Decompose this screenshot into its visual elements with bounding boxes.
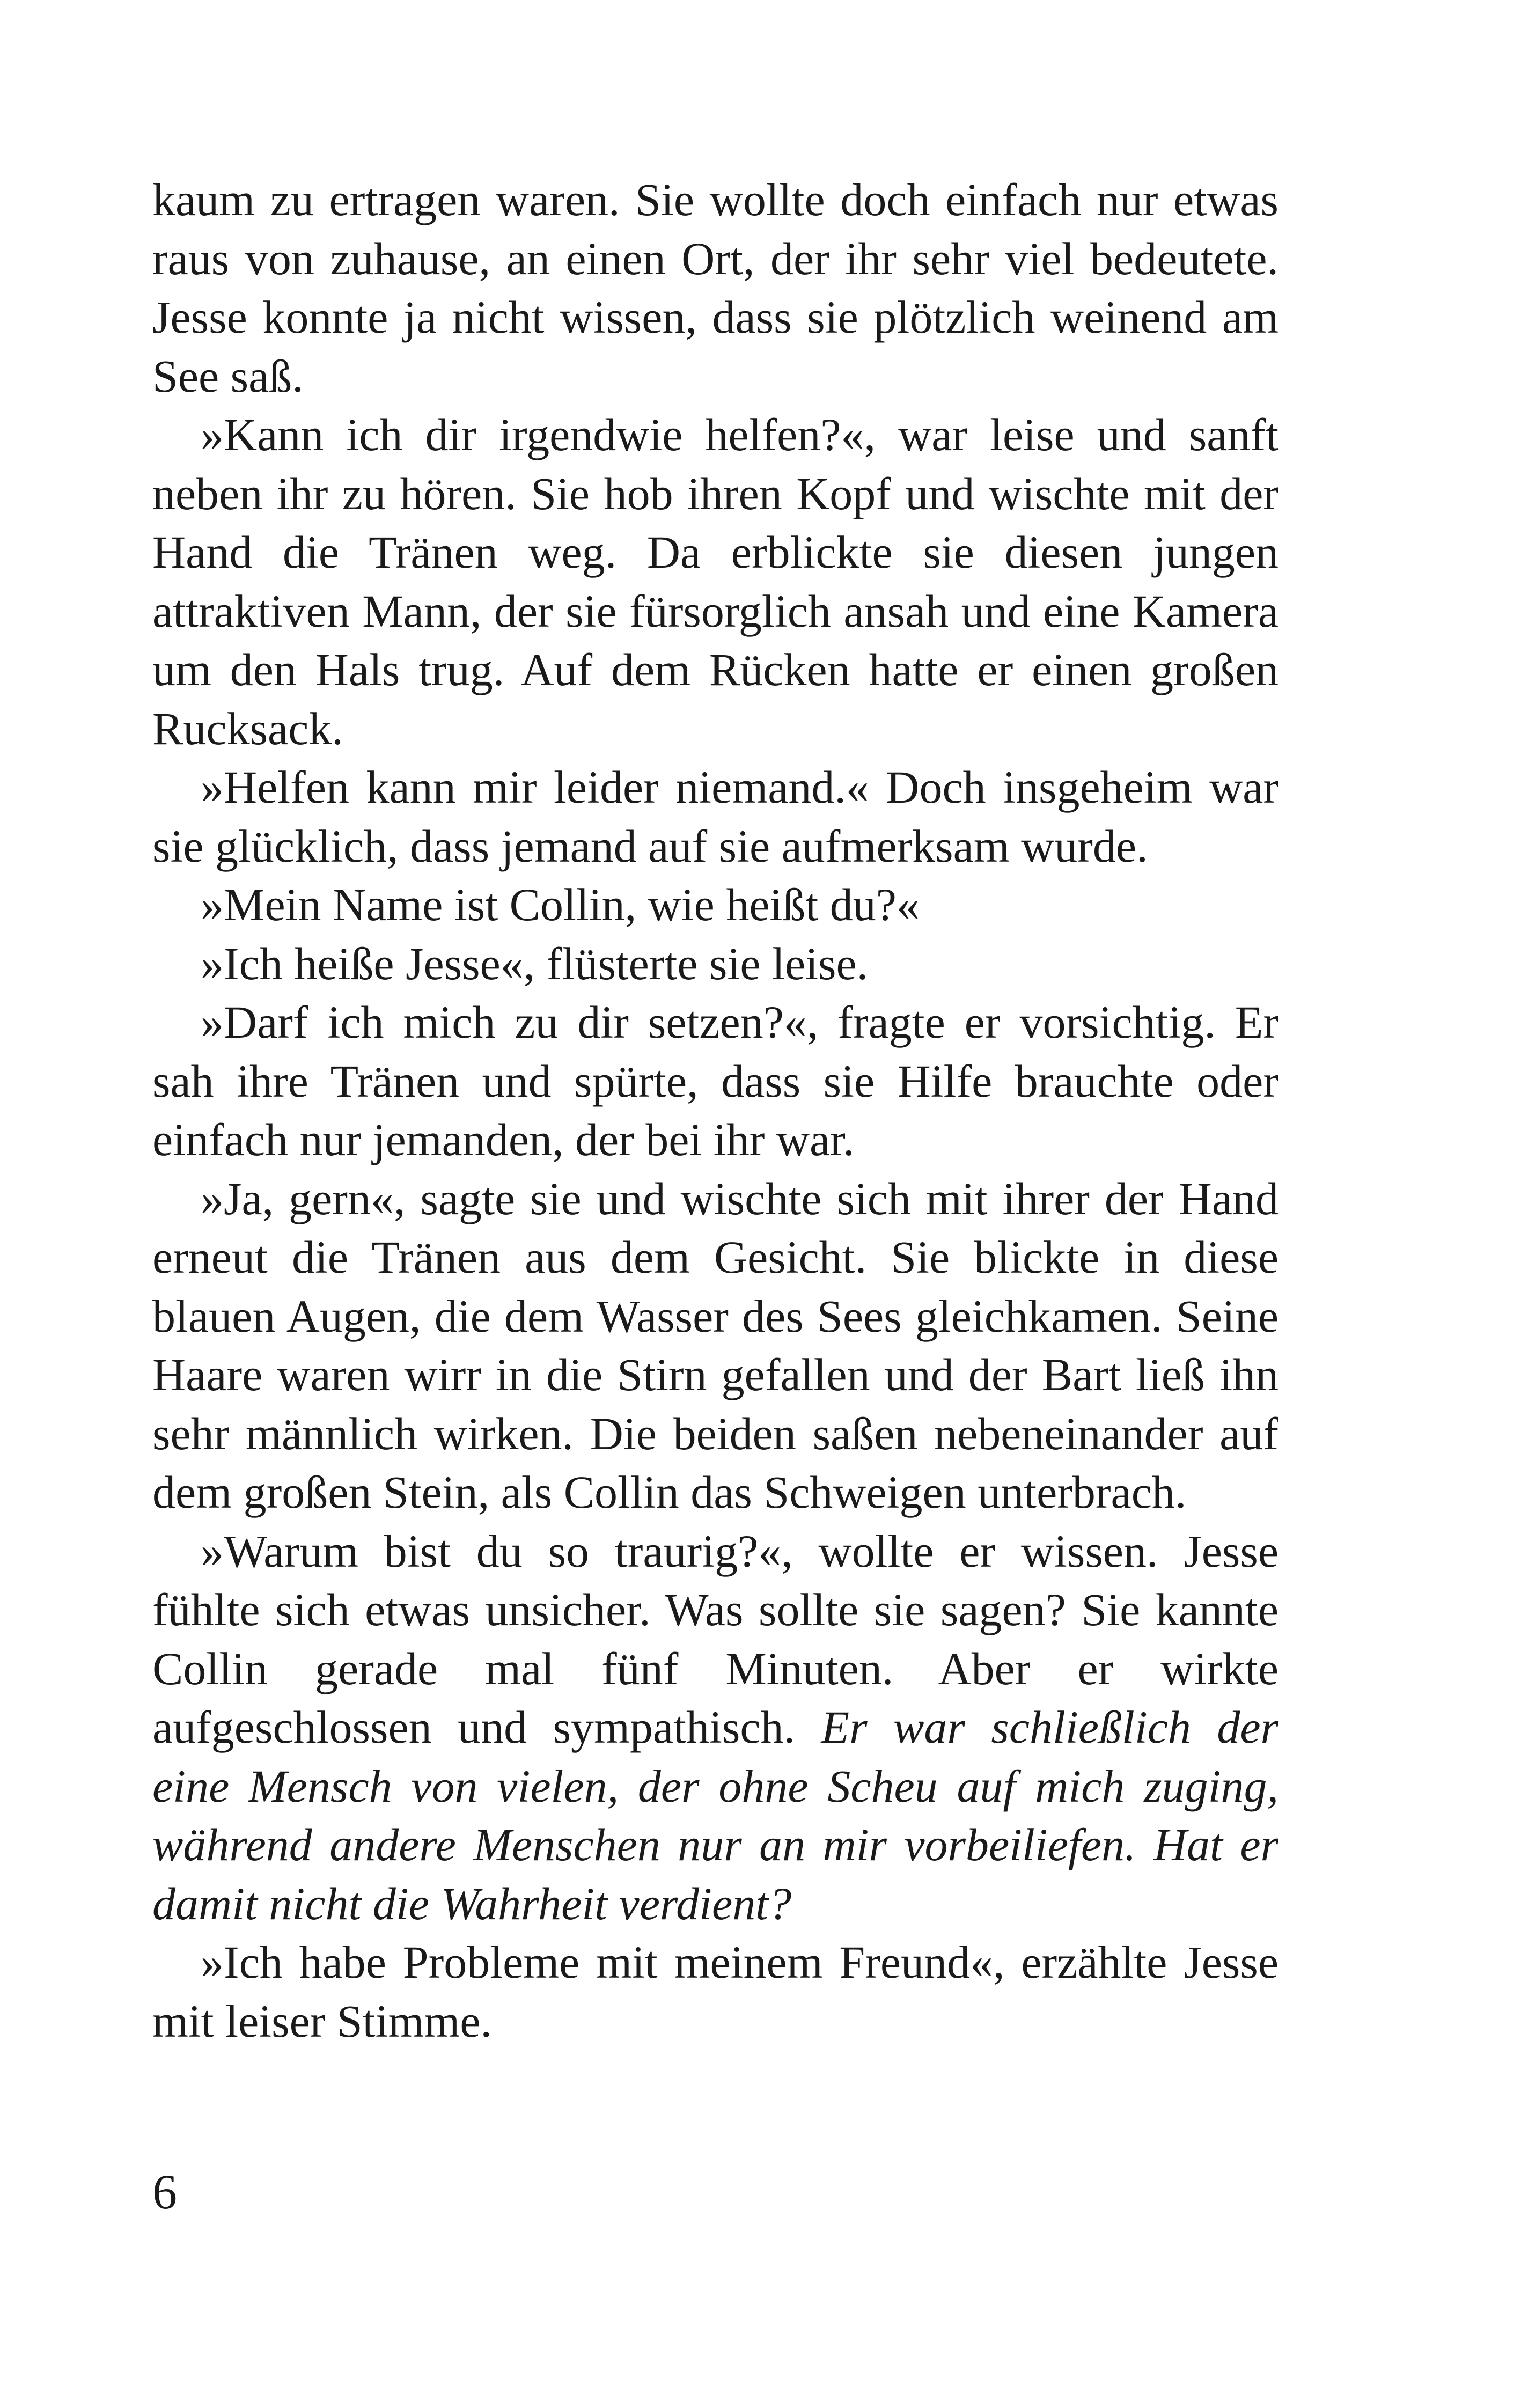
paragraph: »Helfen kann mir leider niemand.« Doch insgeheim war sie glücklich, dass jemand auf sie aufmerksam wurde.: [152, 761, 1278, 872]
paragraph: »Darf ich mich zu dir setzen?«, fragte er vorsichtig. Er sah ihre Tränen und spürte, dass sie Hilfe brauchte oder einfach nur jemanden, der bei ihr war.: [152, 996, 1278, 1165]
paragraph: [152, 1522, 1278, 1934]
paragraph: »Kann ich dir irgendwie helfen?«, war leise und sanft neben ihr zu hören. Sie hob ihren Kopf und wischte mit der Hand die Tränen weg. Da erblickte sie diesen jungen attraktiven Mann, der sie fürsorglich ansah und eine Kamera um den Hals trug. Auf dem Rücken hatte er einen großen Rucksack.: [152, 409, 1278, 754]
paragraph: »Ja, gern«, sagte sie und wischte sich mit ihrer der Hand erneut die Tränen aus dem Gesicht. Sie blickte in diese blauen Augen, die dem Wasser des Sees gleichkamen. Seine Haare waren wirr in die Stirn gefallen und der Bart ließ ihn sehr männlich wirken. Die beiden saßen nebeneinander auf dem großen Stein, als Collin das Schweigen unterbrach.: [152, 1172, 1278, 1518]
italic-thought: Er war schließlich der eine Mensch von vielen, der ohne Scheu auf mich zuging, während andere Menschen nur an mir vorbeiliefen. Hat er damit nicht die Wahrheit verdient?: [152, 1701, 1278, 1929]
paragraph: »Ich habe Probleme mit meinem Freund«, erzählte Jesse mit leiser Stimme.: [152, 1936, 1278, 2047]
paragraph: »Ich heiße Jesse«, flüsterte sie leise.: [201, 937, 869, 989]
paragraph-text: »Warum bist du so traurig?«, wollte er wissen. Jesse fühlte sich etwas unsicher. Was sollte sie sagen? Sie kannte Collin gerade mal fünf Minuten. Aber er wirkte aufgeschlossen und sympathisch.: [152, 1525, 1278, 1753]
page-number: 6: [152, 2164, 177, 2219]
paragraph: kaum zu ertragen waren. Sie wollte doch einfach nur etwas raus von zuhause, an einen Ort, der ihr sehr viel bedeutete. Jesse konnte ja nicht wissen, dass sie plötzlich weinend am See saß.: [152, 174, 1278, 402]
text-block: [152, 171, 1278, 2051]
paragraph: »Mein Name ist Collin, wie heißt du?«: [201, 879, 920, 930]
